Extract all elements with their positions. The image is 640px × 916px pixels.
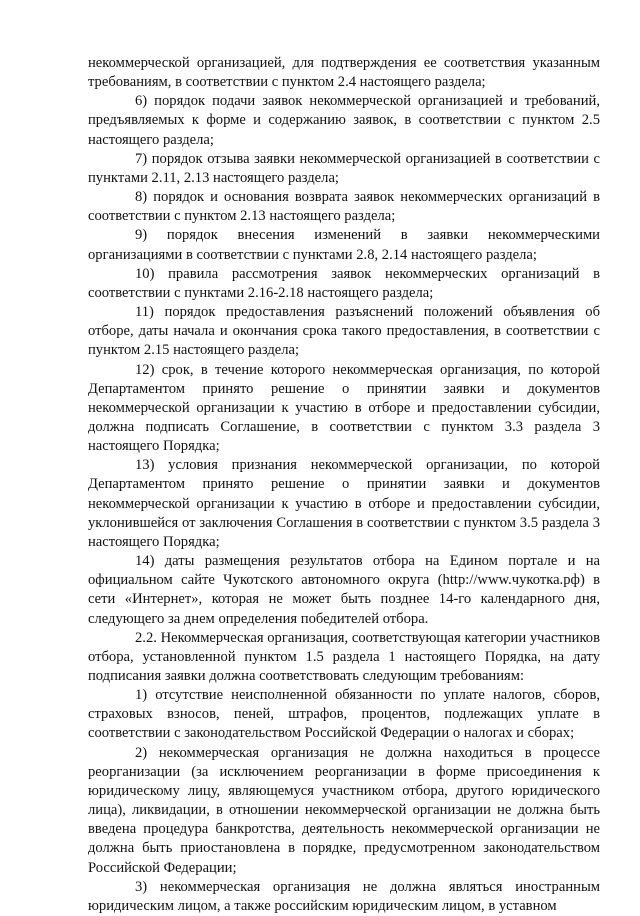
paragraph-item-8: 8) порядок и основания возврата заявок некоммерческих организаций в соответствии с пунктом 2.13 настоящего раздела;	[88, 189, 600, 225]
paragraph-item-12: 12) срок, в течение которого некоммерческая организация, по которой Департаментом принято решение о принятии заявки и документов некоммерческой организации к участию в отборе и предоставлении субсидии, должна подписать Соглашение, в соответствии с пунктом 3.3 раздела 3 настоящего Порядка;	[88, 361, 600, 455]
paragraph-requirement-1: 1) отсутствие неисполненной обязанности по уплате налогов, сборов, страховых взносов, пеней, штрафов, процентов, подлежащих уплате в соответствии с законодательством Российской Федерации о налогах и сборах;	[88, 687, 600, 742]
paragraph-item-9: 9) порядок внесения изменений в заявки некоммерческими организациями в соответствии с пунктами 2.8, 2.14 настоящего раздела;	[88, 227, 600, 263]
paragraph-continuation: некоммерческой организацией, для подтверждения ее соответствия указанным требованиям, в соответствии с пунктом 2.4 настоящего раздела;	[88, 55, 600, 91]
document-page	[88, 54, 600, 916]
paragraph-item-6: 6) порядок подачи заявок некоммерческой организацией и требований, предъявляемых к форме и содержанию заявок, в соответствии с пунктом 2.5 настоящего раздела;	[88, 93, 600, 148]
paragraph-requirement-3: 3) некоммерческая организация не должна являться иностранным юридическим лицом, а также российским юридическим лицом, в уставном	[88, 878, 600, 914]
paragraph-item-10: 10) правила рассмотрения заявок некоммерческих организаций в соответствии с пунктами 2.16-2.18 настоящего раздела;	[88, 265, 600, 301]
paragraph-item-13: 13) условия признания некоммерческой организации, по которой Департаментом принято решение о принятии заявки и документов некоммерческой организации к участию в отборе и предоставлении субсидии, уклонившейся от заключения Соглашения в соответствии с пунктом 3.5 раздела 3 настоящего Порядка;	[88, 457, 600, 550]
paragraph-requirement-2: 2) некоммерческая организация не должна находиться в процессе реорганизации (за исключением реорганизации в форме присоединения к юридическому лицу, являющемуся участником отбора, другого юридического лица), ликвидации, в отношении некоммерческой организации не должна быть введена процедура банкротства, деятельность некоммерческой организации не должна быть приостановлена в порядке, предусмотренном законодательством Российской Федерации;	[88, 744, 600, 876]
paragraph-item-14: 14) даты размещения результатов отбора на Едином портале и на официальном сайте Чукотского автономного округа (http://www.чукотка.рф) в сети «Интернет», которая не может быть позднее 14-го календарного дня, следующего за днем определения победителей отбора.	[88, 553, 600, 627]
paragraph-item-7: 7) порядок отзыва заявки некоммерческой организацией в соответствии с пунктами 2.11, 2.13 настоящего раздела;	[88, 150, 600, 186]
paragraph-item-11: 11) порядок предоставления разъяснений положений объявления об отборе, даты начала и окончания срока такого предоставления, в соответствии с пунктом 2.15 настоящего раздела;	[88, 304, 600, 359]
paragraph-section-2-2: 2.2. Некоммерческая организация, соответствующая категории участников отбора, установленной пунктом 1.5 раздела 1 настоящего Порядка, на дату подписания заявки должна соответствовать следующим требованиям:	[88, 629, 600, 684]
